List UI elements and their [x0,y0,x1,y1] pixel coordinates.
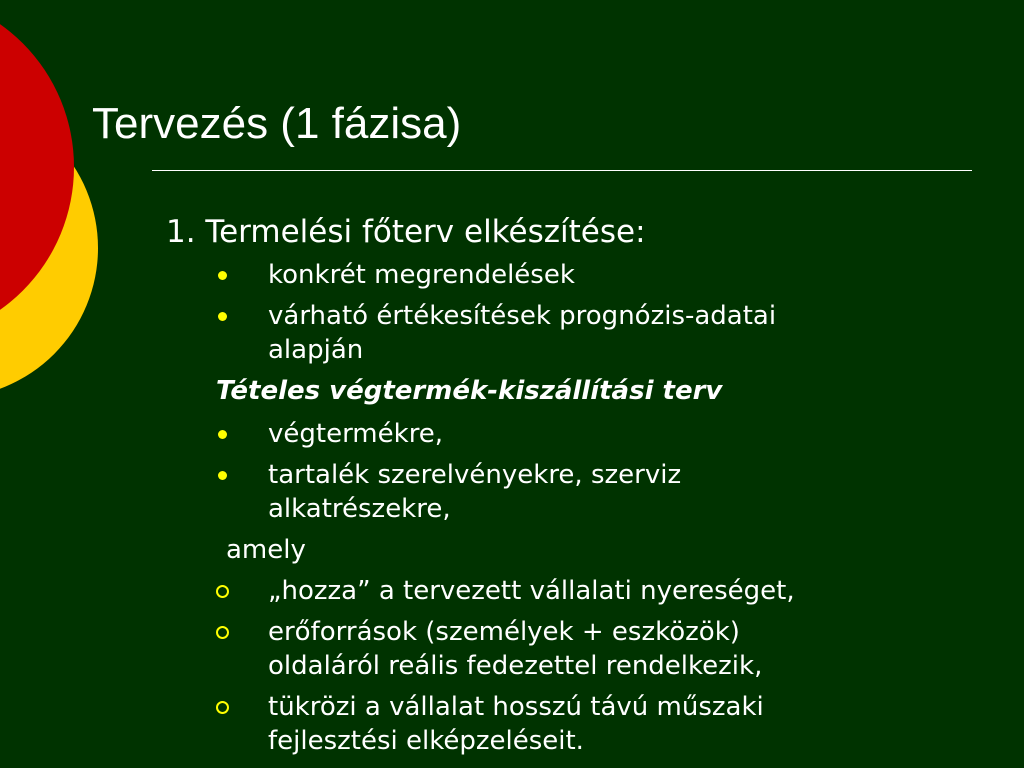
bullet-dot-icon [218,430,227,439]
list-item-continuation: oldaláról reális fedezettel rendelkezik, [268,651,763,681]
bullet-ring-icon [216,701,229,714]
slide-title: Tervezés (1 fázisa) [92,99,462,148]
list-item: konkrét megrendelések [268,260,575,290]
bullet-dot-icon [218,312,227,321]
section-heading: 1. Termelési főterv elkészítése: [166,214,646,250]
list-item: végtermékre, [268,419,444,449]
bullet-dot-icon [218,271,227,280]
connector-text: amely [226,535,306,565]
list-item: tükrözi a vállalat hosszú távú műszaki [268,692,764,722]
bullet-ring-icon [216,585,229,598]
list-item: erőforrások (személyek + eszközök) [268,617,740,647]
list-item: várható értékesítések prognózis-adatai [268,301,777,331]
list-item-continuation: alkatrészekre, [268,494,451,524]
bullet-ring-icon [216,626,229,639]
bullet-dot-icon [218,471,227,480]
subheading: Tételes végtermék-kiszállítási terv [216,376,723,406]
list-item: „hozza” a tervezett vállalati nyereséget, [268,576,795,606]
list-item-continuation: alapján [268,335,364,365]
list-item: tartalék szerelvényekre, szerviz [268,460,682,490]
list-item-continuation: fejlesztési elképzeléseit. [268,726,584,756]
